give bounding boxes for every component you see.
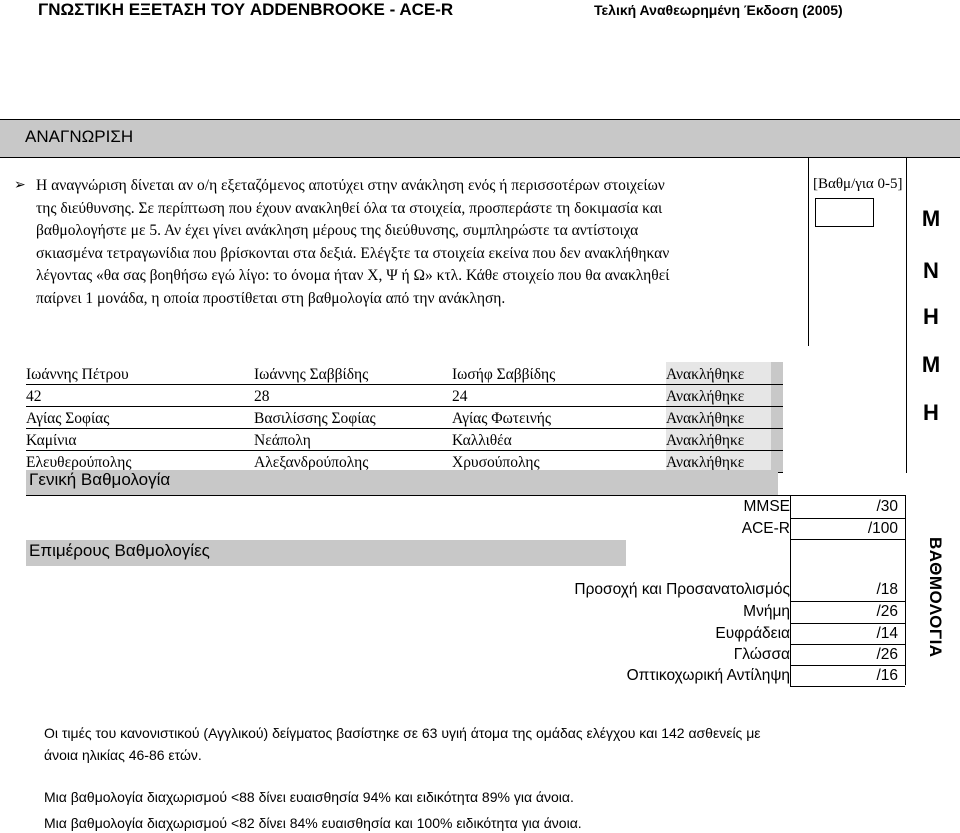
score-label: Γλώσσα [733, 646, 790, 663]
score-label: Προσοχή και Προσανατολισμός [574, 581, 790, 598]
recalled-checkbox[interactable] [771, 384, 783, 406]
recalled-checkbox[interactable] [771, 362, 783, 384]
score-label: Μνήμη [743, 603, 790, 620]
divider [790, 601, 905, 602]
instruction-line: παίρνει 1 μονάδα, η οποία προστίθεται στη βαθμολογία από την ανάκληση. [36, 289, 506, 307]
table-row [26, 406, 783, 428]
score-input-box[interactable] [815, 198, 874, 227]
address-cell: Βασιλίσσης Σοφίας [254, 406, 452, 428]
score-row-mmse [430, 498, 900, 519]
address-cell: Καμίνια [26, 428, 254, 450]
divider [790, 623, 905, 624]
document-version: Τελική Αναθεωρημένη Έκδοση (2005) [594, 2, 843, 18]
recalled-cell[interactable]: Ανακλήθηκε [666, 450, 771, 472]
score-max: /18 [876, 581, 898, 598]
recalled-cell[interactable]: Ανακλήθηκε [666, 384, 771, 406]
address-cell: 24 [452, 384, 666, 406]
score-row-language [430, 646, 900, 667]
side-letter: Η [923, 400, 939, 425]
footnote: Μια βαθμολογία διαχωρισμού <88 δίνει ευαισθησία 94% και ειδικότητα 89% για άνοια. [44, 789, 574, 805]
footnote: Μια βαθμολογία διαχωρισμού <82 δίνει 84% ευαισθησία και 100% ειδικότητα για άνοια. [44, 815, 582, 831]
address-cell: Ιωάννης Σαββίδης [254, 362, 452, 384]
score-max: /16 [876, 667, 898, 684]
score-row-visuospatial [430, 667, 900, 688]
score-row-ace-r [430, 520, 900, 541]
address-cell: Νεάπολη [254, 428, 452, 450]
address-cell: Αλεξανδρούπολης [254, 450, 452, 472]
address-cell: Καλλιθέα [452, 428, 666, 450]
bullet-arrow-icon: ➢ [14, 178, 26, 193]
address-cell: Χρυσούπολης [452, 450, 666, 472]
section-header-bar [0, 119, 960, 158]
address-cell: Ιωσήφ Σαββίδης [452, 362, 666, 384]
score-max: /100 [867, 520, 898, 537]
address-cell: Αγίας Σοφίας [26, 406, 254, 428]
recalled-checkbox[interactable] [771, 406, 783, 428]
score-max: /14 [876, 625, 898, 642]
score-range-label: [Βαθμ/για 0-5] [813, 176, 903, 192]
score-max: /26 [876, 603, 898, 620]
score-label: Οπτικοχωρική Αντίληψη [626, 667, 790, 684]
instruction-line: λέγοντας «θα σας βοηθήσω εγώ λίγο: το όνομα ήταν Χ, Ψ ή Ω» κτλ. Κάθε στοιχείο που θα ανακληθεί [36, 267, 670, 285]
table-row [26, 450, 783, 472]
score-label: MMSE [743, 498, 790, 515]
instruction-line: της διεύθυνσης. Σε περίπτωση που έχουν ανακληθεί όλα τα στοιχεία, προσπεράστε τη δοκιμασία και [36, 199, 663, 217]
divider-vertical [790, 495, 791, 687]
score-label: Ευφράδεια [715, 625, 790, 642]
recalled-cell[interactable]: Ανακλήθηκε [666, 428, 771, 450]
divider [790, 686, 905, 687]
footnote: άνοια ηλικίας 46-86 ετών. [44, 747, 202, 763]
side-letter: Ν [923, 258, 939, 283]
address-recognition-table [26, 362, 783, 473]
address-cell: Αγίας Φωτεινής [452, 406, 666, 428]
side-letter: Μ [921, 352, 941, 377]
divider [790, 644, 905, 645]
table-row [26, 362, 783, 384]
divider [26, 495, 906, 496]
divider-vertical [905, 495, 906, 685]
recalled-cell[interactable]: Ανακλήθηκε [666, 362, 771, 384]
divider-vertical [906, 158, 907, 473]
score-row-fluency [430, 625, 900, 646]
divider [808, 345, 809, 346]
score-row-memory [430, 603, 900, 624]
score-max: /30 [876, 498, 898, 515]
score-row-attention [430, 581, 900, 602]
divider [790, 518, 905, 519]
divider [790, 665, 905, 666]
address-cell: 28 [254, 384, 452, 406]
table-row [26, 384, 783, 406]
instruction-line: Η αναγνώριση δίνεται αν ο/η εξεταζόμενος αποτύχει στην ανάκληση ενός ή περισσοτέρων στοιχείων [36, 177, 665, 194]
overall-score-title: Γενική Βαθμολογία [29, 470, 171, 489]
section-title: ΑΝΑΓΝΩΡΙΣΗ [25, 127, 134, 146]
divider-vertical [808, 158, 809, 346]
instructions-paragraph [14, 175, 806, 311]
footnote: Οι τιμές του κανονιστικού (Αγγλικού) δείγματος βασίστηκε σε 63 υγιή άτομα της ομάδας ελέγχου και 142 ασθενείς με [44, 725, 761, 741]
side-letter: Η [923, 304, 939, 329]
side-letter: Μ [921, 206, 941, 231]
table-row [26, 428, 783, 450]
address-cell: 42 [26, 384, 254, 406]
score-max: /26 [876, 646, 898, 663]
divider [790, 539, 905, 540]
scoring-vertical-label: ΒΑΘΜΟΛΟΓΙΑ [926, 536, 945, 658]
instruction-line: βαθμολογήστε με 5. Αν έχει γίνει ανάκληση μέρους της διεύθυνσης, συμπληρώστε τα αντίστοιχα [36, 222, 639, 240]
score-label: ACE-R [741, 520, 790, 537]
address-cell: Ιωάννης Πέτρου [26, 362, 254, 384]
subscores-title: Επιμέρους Βαθμολογίες [29, 541, 210, 560]
recalled-checkbox[interactable] [771, 428, 783, 450]
recalled-cell[interactable]: Ανακλήθηκε [666, 406, 771, 428]
address-cell: Ελευθερούπολης [26, 450, 254, 472]
instruction-line: σκιασμένα τετραγωνίδια που βρίσκονται στα δεξιά. Ελέγξτε τα στοιχεία εκείνα που δεν ανακλήθηκαν [36, 244, 670, 262]
recalled-checkbox[interactable] [771, 450, 783, 472]
document-title: ΓΝΩΣΤΙΚΗ ΕΞΕΤΑΣΗ ΤΟΥ ADDENBROOKE - ACE-R [38, 0, 454, 19]
